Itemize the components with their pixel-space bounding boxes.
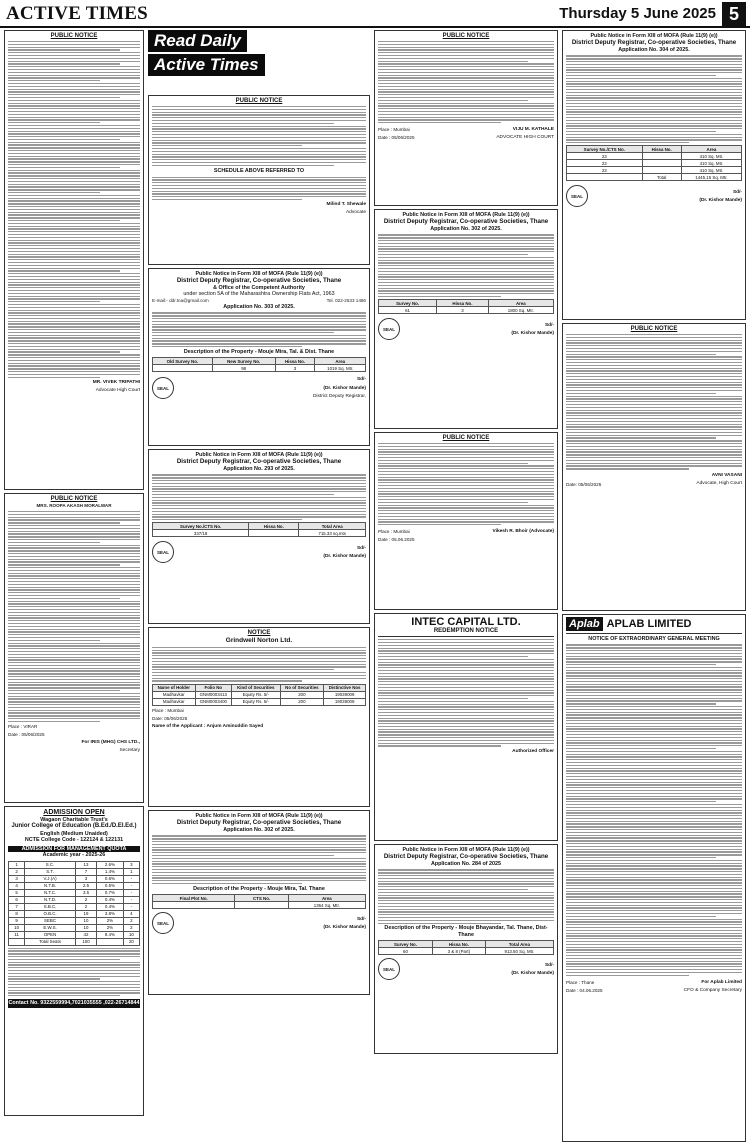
table-cell: V.J.(A) [25,875,76,882]
table-row [379,948,554,955]
table-cell: Hissa No. [275,358,315,365]
table-cell: - [123,889,139,896]
seal-icon: SEAL [152,377,174,399]
table-row [9,861,140,868]
table-cell: 2.6% [97,861,124,868]
table-header-row [567,146,742,153]
notice-place: Place : Mumbai [152,707,184,713]
office-email: E-mail:- ddr.tna@gmail.com [152,297,209,303]
property-table [566,145,742,181]
table-cell [642,167,681,174]
notice-heading: PUBLIC NOTICE [50,33,98,39]
applicant-name: Name of the Applicant : Anjum Aminuddin Sayed [152,723,264,729]
table-row [9,903,140,910]
table-cell: 200 [280,691,324,698]
notice-body [152,106,366,166]
table-cell [642,160,681,167]
property-table [378,940,554,955]
table-cell: Total Area [485,941,553,948]
property-table [152,894,366,909]
notice-heading: NOTICE [247,630,271,636]
table-cell: 3.5 [75,889,96,896]
form-xiii-notice-304 [562,30,746,320]
table-cell: 23 [567,153,643,160]
table-cell: - [123,896,139,903]
table-cell: 23 [567,167,643,174]
schedule-label: SCHEDULE ABOVE REFERRED TO [213,168,305,175]
table-cell: Final Plot No. [153,895,235,902]
application-number: Application No. 302 of 2025. [223,826,295,833]
property-description: Description of the Property - Mouje Mira, Tal. Thane [193,885,325,892]
table-row [9,889,140,896]
form-xiii-notice-293 [148,449,370,624]
table-row [567,153,742,160]
table-cell: 4 [9,882,25,889]
table-cell: - [123,875,139,882]
table-cell: N.T.C. [25,889,76,896]
form-header: Public Notice in Form XIII of MOFA (Rule 11(9) (e)) [402,847,530,853]
table-row [9,882,140,889]
securities-table [152,684,366,706]
table-cell: 8.4% [97,931,124,938]
table-cell: GNM0003413 [195,691,231,698]
admission-subtitle: ADMISSION FOR MANAGEMENT QUOTA [8,846,140,852]
table-cell: Hissa No. [437,300,489,307]
column-4 [562,30,746,614]
table-cell [642,153,681,160]
table-header-row [379,300,554,307]
newspaper-title: ACTIVE TIMES [6,3,148,24]
table-cell: N.T.B. [25,882,76,889]
table-cell: 2 [123,924,139,931]
public-notice-top [374,30,558,206]
table-cell: Old Survey No. [153,358,213,365]
office-name: District Deputy Registrar, Co-operative Societies, Thane [383,218,549,226]
table-cell: Total Area [299,523,366,530]
notice-heading: PUBLIC NOTICE [630,326,678,332]
table-cell: Hissa No. [642,146,681,153]
sd-mark: Sd/- [356,546,366,552]
table-cell: 19 [75,910,96,917]
table-cell: CTS No. [235,895,288,902]
office-name: District Deputy Registrar, Co-operative Societies, Thane [176,458,342,466]
table-cell: Survey No. [379,941,433,948]
table-cell: Survey No./CTS No. [567,146,643,153]
table-cell: 0.6% [97,875,124,882]
table-cell: 410 Sq. Mtr. [681,160,741,167]
seal-icon: SEAL [566,185,588,207]
table-cell: Equity Rs. 5/- [232,691,280,698]
aplab-subtitle: NOTICE OF EXTRAORDINARY GENERAL MEETING [588,636,720,642]
seal-icon: SEAL [378,958,400,980]
table-cell: No of Securities [280,684,324,691]
public-notice-4b [562,323,746,611]
grindwell-notice [148,627,370,807]
table-cell: 410 Sq. Mtr. [681,167,741,174]
banner-line-2: Active Times [148,54,265,76]
table-cell: Area [315,358,366,365]
notice-date: Date : 05/06/2025 [378,134,415,140]
company-name: Grindwell Norton Ltd. [225,637,293,644]
table-cell: 42 [75,931,96,938]
seal-icon: SEAL [152,541,174,563]
table-row [9,868,140,875]
table-row [9,896,140,903]
signer-name: (Dr. Kishor Mande) [323,925,366,931]
table-cell: Distinctive Nos [324,684,366,691]
table-cell: 1019 Sq. Mtr. [315,365,366,372]
table-row [9,910,140,917]
table-cell: 3 [123,861,139,868]
property-table [152,357,366,372]
table-cell: 1800 Sq. Mtr. [488,307,553,314]
table-cell: Hissa No. [249,523,299,530]
banner-line-1: Read Daily [148,30,247,52]
notice-date: Date : 05/06/2025 [8,732,45,738]
property-table [378,299,554,314]
table-cell: 8 [9,910,25,917]
table-cell: 913.50 Sq. Mtr. [485,948,553,955]
table-cell: 10 [75,924,96,931]
table-cell: Survey No./CTS No. [153,523,249,530]
admission-year: Academic year - 2025-26 [42,852,106,859]
table-row [9,917,140,924]
table-cell: 3 [275,365,315,372]
table-cell: 1 [9,861,25,868]
table-cell: 337/18 [153,530,249,537]
table-cell: 10 [123,931,139,938]
table-cell [9,938,25,945]
read-daily-banner [148,30,370,92]
admission-contact: Contact No. 9322559994,7021035555 ,022-26714844 [8,1000,140,1007]
public-notice-1 [4,30,144,490]
table-cell: 7 [75,868,96,875]
table-cell [235,902,288,909]
notice-place: Place : Mumbai [378,528,410,534]
table-cell: Survey No. [379,300,437,307]
notice-heading: PUBLIC NOTICE [442,33,490,39]
table-cell: S.T. [25,868,76,875]
table-cell: 6 [9,896,25,903]
notice-date: Date : 05.06.2025 [378,536,415,542]
table-cell: 10 [9,924,25,931]
table-cell: 1364 Sq. Mtr. [288,902,365,909]
seal-icon: SEAL [152,912,174,934]
table-cell: 3 [75,875,96,882]
aplab-notice [562,614,746,1142]
column-1 [4,30,144,1119]
aplab-header [566,617,742,634]
form-xiii-notice-303 [148,268,370,446]
table-row [567,174,742,181]
admission-code: NCTE College Code - 122124 & 122131 [24,837,124,844]
table-cell: Area [288,895,365,902]
table-cell: 20 [123,938,139,945]
form-xiii-notice-302 [148,810,370,995]
table-cell: Madhavkar [153,691,196,698]
public-notice-3b [374,432,558,610]
table-cell: - [123,903,139,910]
table-row [9,875,140,882]
aplab-company-name: APLAB LIMITED [606,618,692,630]
table-cell: 3 [9,875,25,882]
notice-signer-role: Advocate, High Court [696,481,742,487]
sd-mark: Sd/- [732,190,742,196]
table-cell: 0.4% [97,903,124,910]
intec-subtitle: REDEMPTION NOTICE [378,628,554,637]
table-cell: S.B.C. [25,903,76,910]
office-name: District Deputy Registrar, Co-operative Societies, Thane [383,853,549,861]
application-number: Application No. 303 of 2025. [223,303,295,310]
notice-signer: Milind T. Shewale [326,202,366,208]
table-row [567,167,742,174]
table-cell [249,530,299,537]
table-cell: 3 [437,307,489,314]
form-header: Public Notice in Form XIII of MOFA (Rule 11(9) (e)) [195,452,323,458]
table-cell: 23 [567,160,643,167]
table-cell: 4 [123,910,139,917]
notice-name: MRS. ROOPA AKASH MORALWAR [36,503,112,508]
table-header-row [153,523,366,530]
table-cell: 1 [123,868,139,875]
sd-mark: Sd/- [356,377,366,383]
intec-capital-notice [374,613,558,841]
notice-signer-role: Advocate [345,210,366,216]
notice-signer-role: Secretary [119,748,140,754]
table-header-row [153,358,366,365]
public-notice-col2 [148,95,370,265]
signer-name: (Dr. Kishor Mande) [511,331,554,337]
table-cell: GNM0003400 [195,698,231,705]
property-description: Description of the Property - Mouje Mira, Tal. & Dist. Thane [183,348,335,355]
table-cell: SEBC [25,917,76,924]
office-name: District Deputy Registrar, Co-operative Societies, Thane [176,277,342,285]
table-row [153,530,366,537]
table-row [567,160,742,167]
sd-mark: Sd/- [544,323,554,328]
notice-signer: MR. VIVEK TRIPATHI [92,379,140,385]
masthead [0,0,750,28]
notice-signer: AVNI VASANI [711,473,742,479]
table-cell: E.W.S. [25,924,76,931]
seal-icon: SEAL [378,318,400,340]
intec-company-name: INTEC CAPITAL LTD. [411,616,521,628]
sd-mark: Sd/- [544,963,554,969]
table-row [9,938,140,945]
table-cell: 1.4% [97,868,124,875]
public-notice-2 [4,493,144,803]
page-number: 5 [722,2,746,26]
table-cell: 2.5 [75,882,96,889]
form-header: Public Notice in Form XIII of MOFA (Rule 11(9) (e)) [402,212,530,218]
signer-name: (Dr. Kishor Mande) [323,385,366,391]
table-row [9,931,140,938]
table-cell: Hissa No. [432,941,485,948]
property-table [152,522,366,537]
table-cell: 2 [123,917,139,924]
table-row [153,902,366,909]
sd-mark: Sd/- [356,917,366,922]
table-cell: 2 [75,903,96,910]
notice-signer-role: ADVOCATE HIGH COURT [496,135,554,141]
notice-heading: PUBLIC NOTICE [235,98,283,104]
form-header: Public Notice in Form XIII of MOFA (Rule 11(9) (e)) [195,271,323,277]
table-header-row [379,941,554,948]
table-cell: 60 [379,948,433,955]
column-2 [148,30,370,998]
table-cell: 98 [212,365,275,372]
table-cell: 11 [9,931,25,938]
table-cell: 3 & 8 (Part) [432,948,485,955]
table-cell: 2% [97,924,124,931]
admission-medium: English (Medium Unaided) [40,830,108,837]
table-cell: 3.8% [97,910,124,917]
table-cell: 5 [9,889,25,896]
table-row [153,691,366,698]
table-cell: Folio No [195,684,231,691]
aplab-logo: Aplab [566,617,603,631]
application-number: Application No. 284 of 2025 [430,860,502,867]
table-header-row [153,895,366,902]
admission-college: Junior College of Education (B.Ed./D.El.Ed.) [11,823,137,830]
intec-footer: Authorized Officer [512,748,554,754]
table-cell: 410 Sq. Mtr. [681,153,741,160]
office-tel: Tel. 022-2533 1486 [326,297,366,303]
table-cell: N.T.D. [25,896,76,903]
table-row [379,307,554,314]
table-cell: New Survey No. [212,358,275,365]
table-header-row [153,684,366,691]
form-header: Public Notice in Form XIII of MOFA (Rule 11(9) (e)) [590,33,718,39]
table-cell: 0.7% [97,889,124,896]
table-cell: Total Seats [25,938,76,945]
table-cell: 715.33 sq.mts [299,530,366,537]
table-cell [567,174,643,181]
application-number: Application No. 302 of 2025. [430,225,502,232]
notice-signer: VIJU M. KATHALE [512,126,554,132]
column-3 [374,30,558,1057]
table-cell: 0.4% [97,896,124,903]
form-header: Public Notice in Form XIII of MOFA (Rule 11(9) (e)) [195,813,323,819]
admission-heading: ADMISSION OPEN [43,809,105,816]
office-name: District Deputy Registrar, Co-operative Societies, Thane [176,819,342,827]
table-row [153,365,366,372]
table-cell: O.B.C. [25,910,76,917]
table-cell: 2% [97,917,124,924]
table-cell: 19039009 [324,691,366,698]
notice-place: Place : VIRAR [8,724,38,730]
table-cell [153,902,235,909]
signer-role: District Deputy Registrar, [312,393,366,399]
table-cell: Name of Holder [153,684,196,691]
notice-date: Date: 05/06/2025 [152,715,188,721]
office-sub: & Office of the Competent Authority [213,284,305,291]
notice-body [8,511,140,722]
signer-name: (Dr. Kishor Mande) [511,971,554,977]
notice-signer: For IRIS (MHG) CHS LTD., [81,740,140,746]
aplab-column [562,614,746,1145]
application-number: Application No. 304 of 2025. [618,46,690,53]
notice-body [8,41,140,378]
table-cell: Madhavkar [153,698,196,705]
application-number: Application No. 293 of 2025. [223,465,295,472]
office-name: District Deputy Registrar, Co-operative Societies, Thane [571,39,737,47]
property-description: Description of the Property - Mouje Bhayandar, Tal. Thane, Dist-Thane [384,925,548,938]
table-cell: 9 [9,917,25,924]
signer-name: (Dr. Kishor Mande) [699,198,742,204]
notice-heading: PUBLIC NOTICE [50,496,98,502]
notice-place: Place : Mumbai [378,126,410,132]
table-cell: 19039009 [324,698,366,705]
table-cell: 7 [9,903,25,910]
table-cell: Area [681,146,741,153]
table-row [9,924,140,931]
table-cell: 10 [75,917,96,924]
table-cell: 1445.15 Sq. Mtr. [681,174,741,181]
notice-heading: PUBLIC NOTICE [442,435,490,441]
issue-date: Thursday 5 June 2025 [559,5,716,22]
table-cell: 200 [280,698,324,705]
aplab-signer-role: CFO & Company Secretary [683,988,742,994]
aplab-signer: For Aplab Limited [701,979,742,985]
table-cell: S.C. [25,861,76,868]
table-cell: Area [488,300,553,307]
table-cell: 100 [75,938,96,945]
table-cell: 13 [75,861,96,868]
admission-seat-table [8,861,140,946]
act-line: under section 5A of the Maharashtra Ownership Flats Act, 1963 [183,291,335,298]
table-cell [97,938,124,945]
table-cell: 0.5% [97,882,124,889]
form-xiii-notice-284 [374,844,558,1054]
form-xiii-notice-302-b [374,209,558,429]
admission-ad [4,806,144,1116]
table-cell: - [123,882,139,889]
notice-date: Date: 05/06/2025 [566,481,602,487]
signer-name: (Dr. Kishor Mande) [323,554,366,560]
table-cell: 2 [9,868,25,875]
notice-signer: Vikesh R. Bhoir (Advocate) [492,528,554,534]
admission-org: Wagaon Charitable Trust's [40,817,108,823]
table-cell: Equity Rs. 5/- [232,698,280,705]
table-cell: Total [642,174,681,181]
aplab-date: Date : 04.06.2025 [566,988,603,994]
aplab-place: Place : Thane [566,980,595,986]
table-cell: 61 [379,307,437,314]
table-cell [153,365,213,372]
table-cell: 2 [75,896,96,903]
table-cell: OPEN [25,931,76,938]
notice-signer-role: Advocate High Court [95,388,140,394]
table-cell: Kind of Securities [232,684,280,691]
table-row [153,698,366,705]
